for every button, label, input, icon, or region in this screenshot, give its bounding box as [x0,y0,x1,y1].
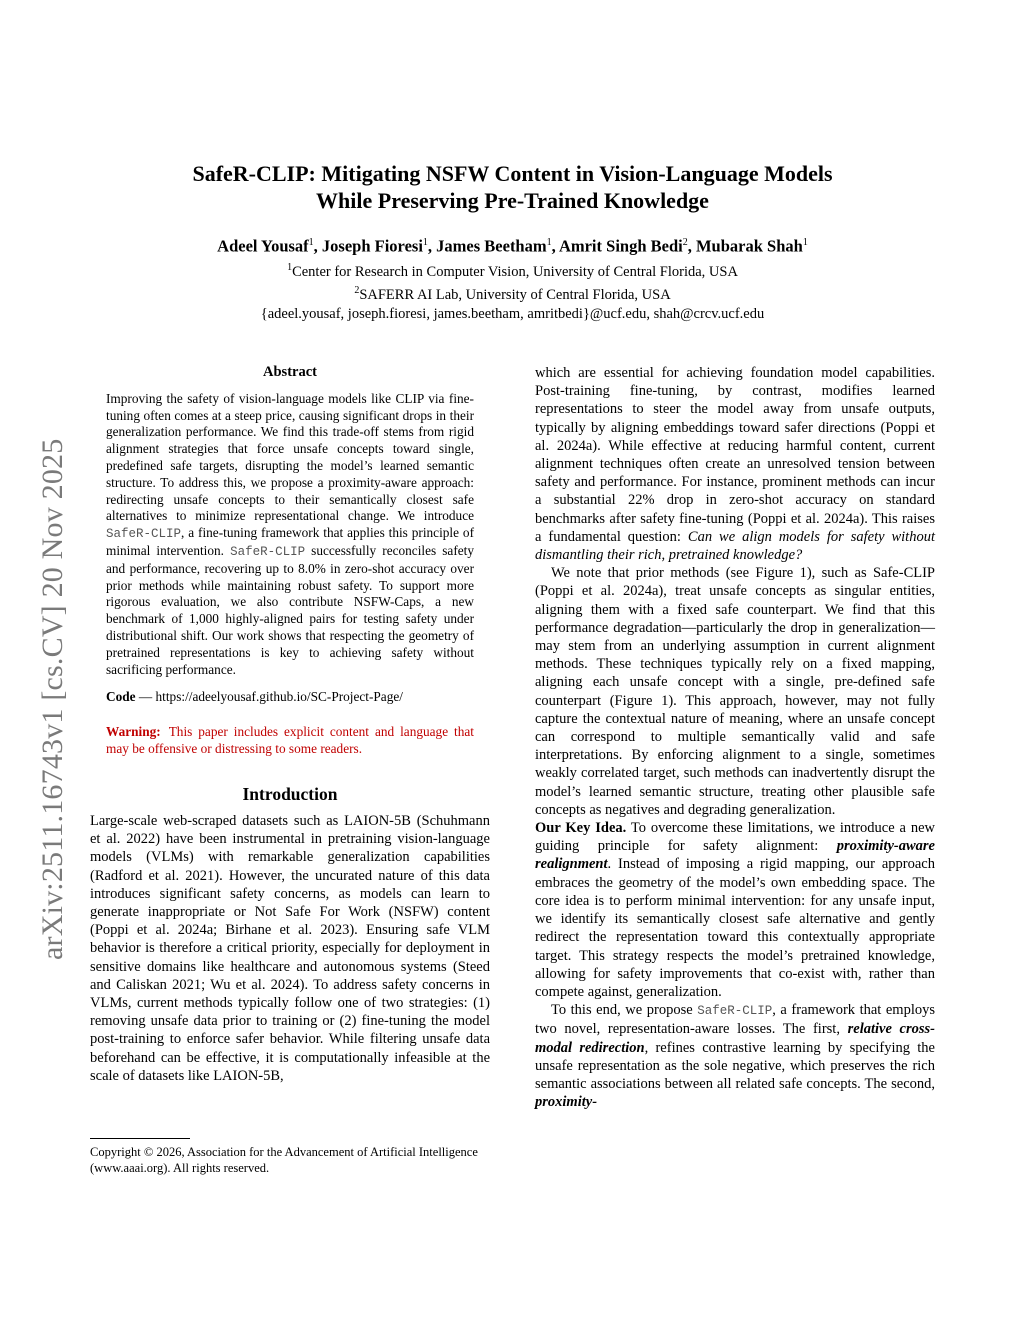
title-line-1: SafeR-CLIP: Mitigating NSFW Content in Vision-Language Models [192,161,833,186]
body-paragraph: which are essential for achieving foundation model capabilities. Post-training fine-tuning, by contrast, modifies learned representations to steer the model away from unsafe outputs, typically by aligning embeddings toward safer directions (Poppi et al. 2024a). While effective at reducing harmful content, current alignment techniques often create an unresolved tension between safety and performance. For instance, prominent methods can incur a substantial 22% drop in zero-shot accuracy on standard benchmarks after safety fine-tuning (Poppi et al. 2024a). This raises a fundamental question: Can we align models for safety without dismantling their rich, pretrained knowledge? [535,365,935,564]
title-line-2: While Preserving Pre-Trained Knowledge [316,188,709,213]
affiliation-number: 1 [287,261,293,273]
author-name: Amrit Singh Bedi [558,236,683,256]
arxiv-identifier-stamp: arXiv:2511.16743v1 [cs.CV] 20 Nov 2025 [36,438,69,960]
affiliation-line [90,281,935,305]
paper-header [90,160,935,324]
author-affiliation-mark: 1 [802,237,808,248]
copyright-footnote [90,1138,490,1176]
key-idea-label: Our Key Idea. [535,820,627,837]
affiliation-text: SAFERR AI Lab, University of Central Florida, USA [359,287,671,304]
copyright-text: Copyright © 2026, Association for the Advancement of Artificial Intelligence (www.aaai.org). All rights reserved. [90,1145,478,1175]
introduction-heading: Introduction [242,783,338,804]
affiliation-text: Center for Research in Computer Vision, University of Central Florida, USA [292,263,738,280]
abstract-paragraph: Improving the safety of vision-language models like CLIP via fine-tuning often comes at a steep price, causing significant drops in their generalization performance. We find this trade-off stems from rigid alignment strategies that force unsafe concepts toward single, predefined safe targets, disrupting the model’s learned semantic structure. To address this, we propose a proximity-aware approach: redirecting unsafe concepts to their semantically closest safe alternatives to minimize representational change. We introduce SafeR-CLIP, a fine-tuning framework that applies this principle of minimal intervention. SafeR-CLIP successfully reconciles safety and performance, recovering up to 8.0% in zero-shot accuracy over prior methods while maintaining robust safety. To support more rigorous evaluation, we also contribute NSFW-Caps, a new benchmark of 1,000 highly-aligned pairs for testing safety under distributional shift. Our work shows that respecting the geometry of pretrained representations is key to achieving safety without sacrificing performance. [106,390,474,677]
abstract-section [90,364,490,758]
author-name: James Beetham [436,236,547,256]
author-affiliation-mark: 1 [546,237,552,248]
author-affiliation-mark: 2 [682,237,688,248]
warning-text: This paper includes explicit content and language that may be offensive or distressing to some readers. [106,724,474,756]
code-link-line: Code — https://adeelyousaf.github.io/SC-Project-Page/ [106,689,403,705]
introduction-paragraph: Large-scale web-scraped datasets such as LAION-5B (Schuhmann et al. 2022) have been instrumental in pretraining vision-language models (VLMs) with remarkable generalization capabilities (Radford et al. 2021). However, the uncurated nature of this data introduces significant safety concerns, as models can learn to generate inappropriate or Not Safe For Work (NSFW) content (Poppi et al. 2024a; Birhane et al. 2023). Ensuring safe VLM behavior is therefore a critical priority, especially for deployment in sensitive domains like healthcare and autonomous systems (Steed and Caliskan 2021; Wu et al. 2024). To address safety concerns in VLMs, current methods typically follow one of two strategies: (1) removing unsafe data prior to training or (2) fine-tuning the model post-training to enforce safer behavior. While filtering unsafe data beforehand can be effective, it is computationally infeasible at the scale of datasets like LAION-5B, [90,812,490,1084]
body-paragraph: We note that prior methods (see Figure 1), such as Safe-CLIP (Poppi et al. 2024a), treat unsafe concepts as singular entities, aligning them with a fixed safe counterpart. We find that this performance degradation—particularly the drop in generalization—may stem from an underlying assumption in current alignment methods. These techniques typically rely on a fixed mapping, aligning each unsafe concept with a single, pre-defined safe counterpart (Figure 1). This approach, however, may not fully capture the contextual nature of meaning, where an unsafe concept can correspond to multiple semantically valid and safe interpretations. By enforcing alignment to a single, sometimes weakly correlated target, such methods can inadvertently disrupt the model’s learned semantic structure, treating other plausible safe concepts as negatives and degrading generalization. [535,565,935,818]
code-label: Code [106,689,136,705]
emphasis-term: proximity- [535,1094,598,1111]
method-name-mono: SafeR-CLIP [230,544,306,559]
paper-title [90,160,935,214]
content-warning [106,724,474,758]
author-emails: {adeel.yousaf, joseph.fioresi, james.beetham, amritbedi}@ucf.edu, shah@crcv.ucf.edu [260,306,765,323]
author-affiliation-mark: 1 [422,237,428,248]
body-paragraph: To this end, we propose SafeR-CLIP, a framework that employs two novel, representation-aware losses. The first, relative cross-modal redirection, refines contrastive learning by specifying the unsafe representation as the sole negative, which preserves the rich semantic associations between all related safe concepts. The second, proximity- [535,1002,936,1111]
key-idea-paragraph: Our Key Idea. To overcome these limitations, we introduce a new guiding principle for safety alignment: proximity-aware realignment. Instead of imposing a rigid mapping, our approach embraces the geometry of the model’s own embedding space. The core idea is to perform minimal intervention: for any unsafe input, we identify its semantically closest safe alternative and gently redirect the representation toward this contextually appropriate target. This strategy respects the model’s pretrained knowledge, allowing for safety improvements that co-exist with, rather than compete against, generalization. [535,820,936,1000]
left-column [90,364,490,1085]
author-affiliation-mark: 1 [308,237,314,248]
author-name: Adeel Yousaf [217,236,309,256]
affiliation-line [90,258,935,282]
research-question: Can we align models for safety without dismantling their rich, pretrained knowledge? [535,528,935,564]
method-name-mono: SafeR-CLIP [106,527,182,542]
author-name: Mubarak Shah [695,236,803,256]
method-name-mono: SafeR-CLIP [697,1004,773,1019]
emphasis-term: proximity-aware realignment [535,838,935,873]
warning-label: Warning: [106,724,161,740]
right-column [535,364,935,1111]
affiliation-number: 2 [354,285,360,297]
author-name: Joseph Fioresi [321,236,423,256]
footnote-rule [90,1138,190,1139]
author-list: Adeel Yousaf$^1$, Joseph Fioresi$^1$, James Beetham$^1$, Amrit Singh Bedi$^2$, Mubarak Shah$^1$ [217,236,808,256]
abstract-heading: Abstract [263,364,317,380]
project-page-link[interactable]: https://adeelyousaf.github.io/SC-Project-Page/ [155,689,403,705]
emphasis-term: relative cross-modal redirection [535,1021,935,1056]
